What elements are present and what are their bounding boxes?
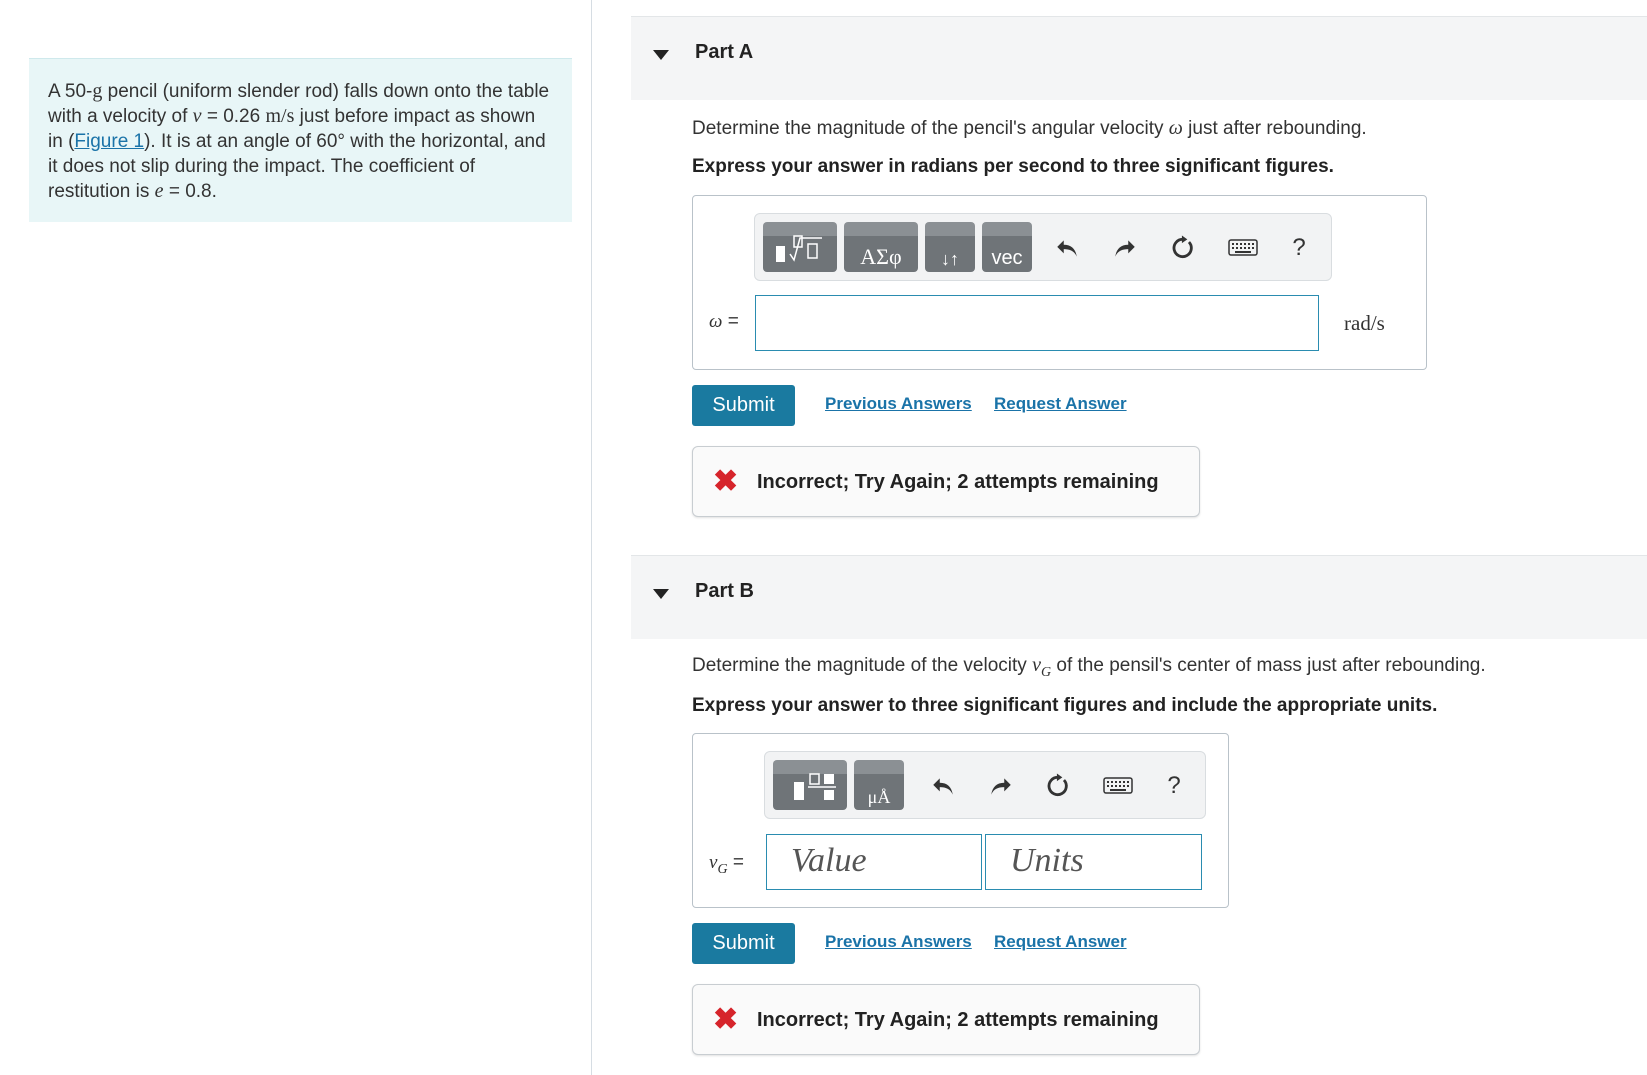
units-input[interactable] [985, 834, 1202, 890]
part-a-answer-box [692, 195, 1427, 370]
vector-button[interactable] [982, 222, 1032, 272]
equals-sign: = [727, 852, 744, 873]
question-text: just after rebounding. [1182, 118, 1367, 139]
reset-icon[interactable] [1038, 766, 1078, 806]
feedback-message: Incorrect; Try Again; 2 attempts remaining [757, 1009, 1159, 1031]
part-b-header[interactable] [631, 555, 1647, 639]
part-b-request-answer-link[interactable]: Request Answer [994, 932, 1127, 951]
part-a-math-toolbar [754, 213, 1332, 281]
column-divider [591, 0, 592, 1075]
omega-symbol: ω [1168, 117, 1183, 139]
part-a-feedback [692, 446, 1200, 517]
unit-label: rad/s [1344, 311, 1385, 335]
fraction-template-icon [773, 772, 847, 808]
equals-sign: = [722, 311, 739, 332]
problem-text: just before impact as shown in ( [48, 106, 536, 152]
restitution-symbol: e [154, 180, 164, 202]
omega-symbol: ω [709, 311, 723, 332]
units-icon: μÅ [867, 787, 891, 807]
question-text: Determine the magnitude of the velocity [692, 655, 1033, 676]
collapse-caret-icon[interactable] [653, 50, 669, 60]
velocity-symbol: v [192, 105, 202, 127]
greek-symbols-button[interactable] [844, 222, 918, 272]
arrows-icon: ↓↑ [941, 249, 959, 269]
vec-icon: vec [991, 247, 1023, 269]
part-a-instruction: Express your answer in radians per second to three significant figures. [692, 156, 1334, 177]
reset-icon[interactable] [1163, 228, 1203, 268]
part-b-question [692, 654, 1486, 681]
problem-text: = 0.26 [201, 106, 266, 127]
redo-icon[interactable] [981, 766, 1021, 806]
feedback-message: Incorrect; Try Again; 2 attempts remaining [757, 471, 1159, 493]
sqrt-template-icon [763, 234, 837, 270]
part-a-title: Part A [695, 41, 754, 63]
part-b-feedback [692, 984, 1200, 1055]
part-b-title: Part B [695, 580, 754, 602]
help-icon[interactable]: ? [1292, 234, 1306, 261]
part-a-header[interactable] [631, 16, 1647, 100]
templates-button[interactable] [763, 222, 837, 272]
units-button[interactable] [854, 760, 904, 810]
part-b-submit-button[interactable]: Submit [692, 923, 795, 964]
greek-icon: ΑΣφ [860, 244, 902, 269]
mass-unit: g [92, 80, 103, 102]
problem-text: ). It is at an angle of 60° with the horizontal, and it does not slip during the impact. The coefficient of restitution is [48, 131, 546, 202]
velocity-subscript: G [717, 861, 728, 877]
part-b-answer-box [692, 733, 1229, 908]
help-icon[interactable]: ? [1167, 772, 1181, 799]
omega-answer-input[interactable] [755, 295, 1319, 351]
part-b-instruction: Express your answer to three significant figures and include the appropriate units. [692, 695, 1438, 716]
incorrect-x-icon: ✖ [713, 465, 739, 498]
part-a-previous-answers-link[interactable]: Previous Answers [825, 394, 972, 413]
redo-icon[interactable] [1105, 228, 1145, 268]
keyboard-icon[interactable] [1223, 228, 1263, 268]
part-b-previous-answers-link[interactable]: Previous Answers [825, 932, 972, 951]
undo-icon[interactable] [1047, 228, 1087, 268]
value-placeholder: Value [791, 842, 867, 879]
question-text: of the pensil's center of mass just after rebounding. [1051, 655, 1486, 676]
problem-statement [29, 58, 572, 222]
velocity-symbol: v [709, 852, 718, 873]
incorrect-x-icon: ✖ [713, 1003, 739, 1036]
part-b-math-toolbar [764, 751, 1206, 819]
problem-text: pencil (uniform slender rod) falls down onto the table with a velocity of [48, 81, 550, 127]
velocity-subscript: G [1040, 664, 1052, 680]
problem-text: A 50- [48, 81, 93, 102]
value-input[interactable] [766, 834, 982, 890]
collapse-caret-icon[interactable] [653, 589, 669, 599]
undo-icon[interactable] [923, 766, 963, 806]
problem-text: = 0.8. [163, 181, 217, 202]
part-a-submit-button[interactable]: Submit [692, 385, 795, 426]
figure-link[interactable]: Figure 1 [74, 131, 145, 152]
velocity-label [709, 852, 744, 878]
keyboard-icon[interactable] [1098, 766, 1138, 806]
velocity-unit: m/s [265, 105, 295, 127]
units-placeholder: Units [1010, 842, 1084, 879]
velocity-symbol: v [1032, 654, 1041, 676]
templates-button[interactable] [773, 760, 847, 810]
part-a-request-answer-link[interactable]: Request Answer [994, 394, 1127, 413]
part-a-question [692, 117, 1367, 140]
arrows-button[interactable] [925, 222, 975, 272]
omega-label [709, 311, 739, 333]
question-text: Determine the magnitude of the pencil's angular velocity [692, 118, 1169, 139]
